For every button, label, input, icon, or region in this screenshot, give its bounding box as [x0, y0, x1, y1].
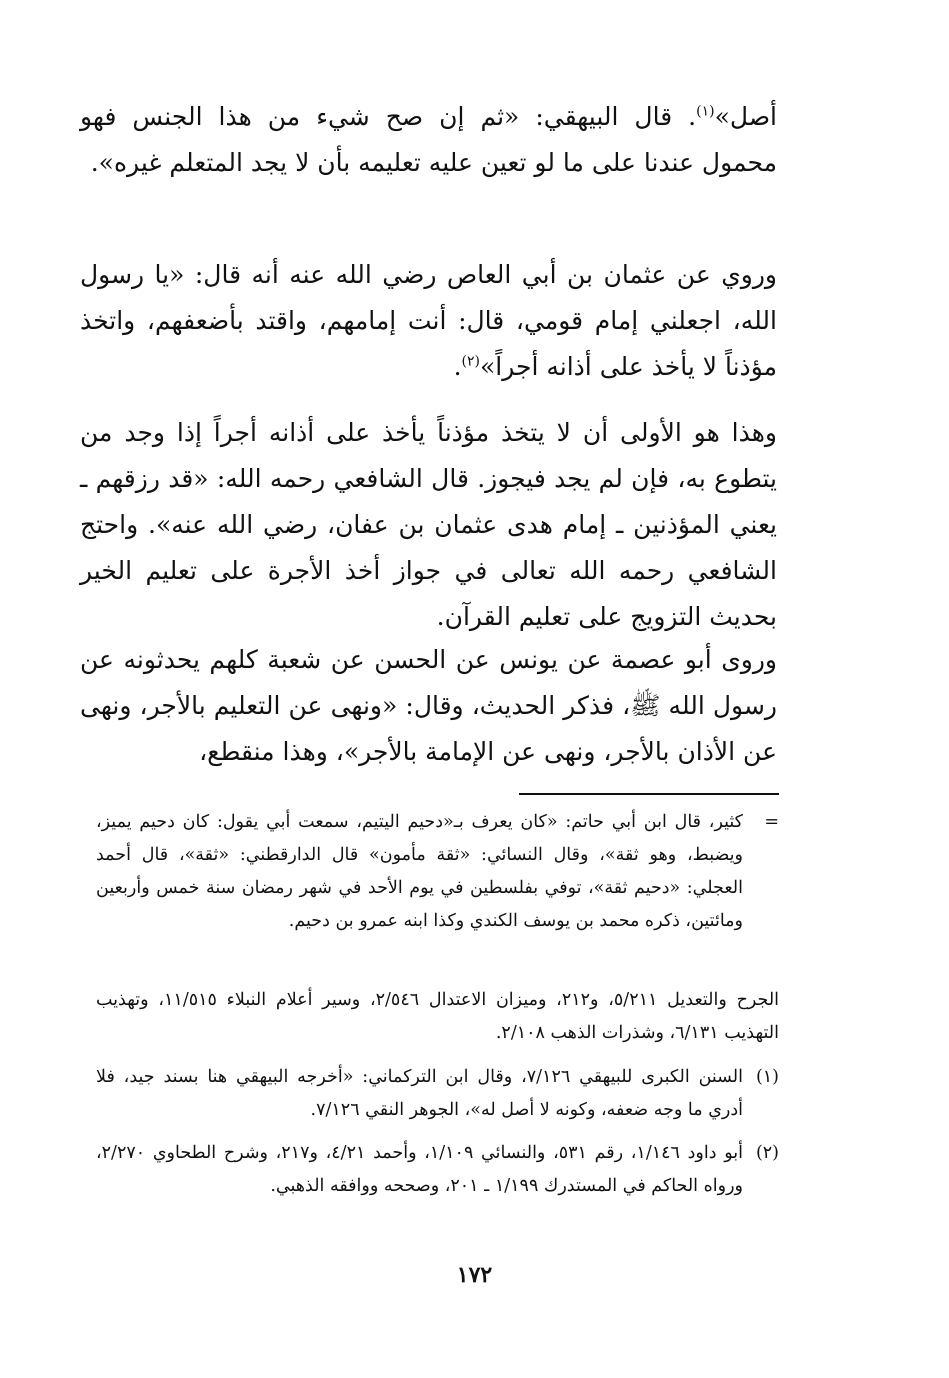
- paragraph-2-body: وروي عن عثمان بن أبي العاص رضي الله عنه أنه قال: «يا رسول الله، اجعلني إمام قومي، قال: أنت إمامهم، واقتد بأضعفهم، واتخذ مؤذناً لا يأخذ على أذانه أجراً»: [80, 260, 777, 381]
- paragraph-4-text: وروى أبو عصمة عن يونس عن الحسن عن شعبة كلهم يحدثونه عن رسول الله ﷺ، فذكر الحديث، وقال: «ونهى عن التعليم بالأجر، ونهى عن الأذان بالأجر، ونهى عن الإمامة بالأجر»، وهذا منقطع،: [80, 645, 777, 766]
- footnote-continuation-text: [96, 806, 779, 938]
- footnote-sources: [96, 984, 779, 1050]
- paragraph-2-end: .: [453, 352, 462, 381]
- footnote-ref-1[interactable]: (١): [696, 103, 715, 120]
- footnote-ref-2[interactable]: (٢): [461, 353, 480, 370]
- paragraph-1-rest: . قال البيهقي: «ثم إن صح شيء من هذا الجنس فهو محمول عندنا على ما لو تعين عليه تعليمه بأن لا يجد المتعلم غيره».: [80, 102, 777, 177]
- footnote-2-marker: (٢): [755, 1143, 779, 1163]
- footnote-2-body: أبو داود ١/١٤٦، رقم ٥٣١، والنسائي ١/١٠٩، وأحمد ٤/٢١، و٢١٧، وشرح الطحاوي ٢/٢٧٠، ورواه الحاكم في المستدرك ١/١٩٩ ـ ٢٠١، وصححه ووافقه الذهبي.: [96, 1143, 743, 1196]
- footnote-separator: [519, 793, 779, 795]
- footnote-continuation-body: كثير، قال ابن أبي حاتم: «كان يعرف بـ«دحيم اليتيم، سمعت أبي يقول: كان دحيم يميز، ويضبط، وهو ثقة»، وقال النسائي: «ثقة مأمون» قال الدارقطني: «ثقة»، قال أحمد العجلي: «دحيم ثقة»، توفي بفلسطين في يوم الأحد في شهر رمضان سنة خمس وأربعين ومائتين، ذكره محمد بن يوسف الكندي وكذا ابنه عمرو بن دحيم.: [96, 812, 743, 931]
- footnote-1-body: السنن الكبرى للبيهقي ٧/١٢٦، وقال ابن التركماني: «أخرجه البيهقي هنا بسند جيد، فلا أدري ما وجه ضعفه، وكونه لا أصل له»، الجوهر النقي ٧/١٢٦.: [96, 1067, 743, 1120]
- paragraph-3: [80, 410, 777, 640]
- paragraph-1-text: [80, 94, 777, 186]
- paragraph-1: [80, 94, 777, 186]
- footnote-2-text: [96, 1137, 779, 1203]
- footnote-1-marker: (١): [755, 1067, 779, 1087]
- paragraph-2: [80, 252, 777, 390]
- paragraph-3-text: وهذا هو الأولى أن لا يتخذ مؤذناً يأخذ على أذانه أجراً إذا وجد من يتطوع به، فإن لم يجد فيجوز. قال الشافعي رحمه الله: «قد رزقهم ـ يعني المؤذنين ـ إمام هدى عثمان بن عفان، رضي الله عنه». واحتج الشافعي رحمه الله تعالى في جواز أخذ الأجرة على تعليم الخير بحديث التزويج على تعليم القرآن.: [80, 418, 777, 631]
- paragraph-2-text: [80, 252, 777, 390]
- footnote-continuation-marker: =: [764, 812, 779, 832]
- footnote-1: [96, 1061, 779, 1127]
- footnote-sources-text: الجرح والتعديل ٥/٢١١، و٢١٢، وميزان الاعتدال ٢/٥٤٦، وسير أعلام النبلاء ١١/٥١٥، وتهذيب التهذيب ٦/١٣١، وشذرات الذهب ٢/١٠٨.: [96, 990, 780, 1043]
- footnote-continuation: [96, 806, 779, 938]
- footnote-2: [96, 1137, 779, 1203]
- paragraph-4: [80, 637, 777, 775]
- page-number: ١٧٢: [456, 1262, 493, 1288]
- paragraph-1-start: أصل»: [714, 102, 777, 131]
- footnote-1-text: [96, 1061, 779, 1127]
